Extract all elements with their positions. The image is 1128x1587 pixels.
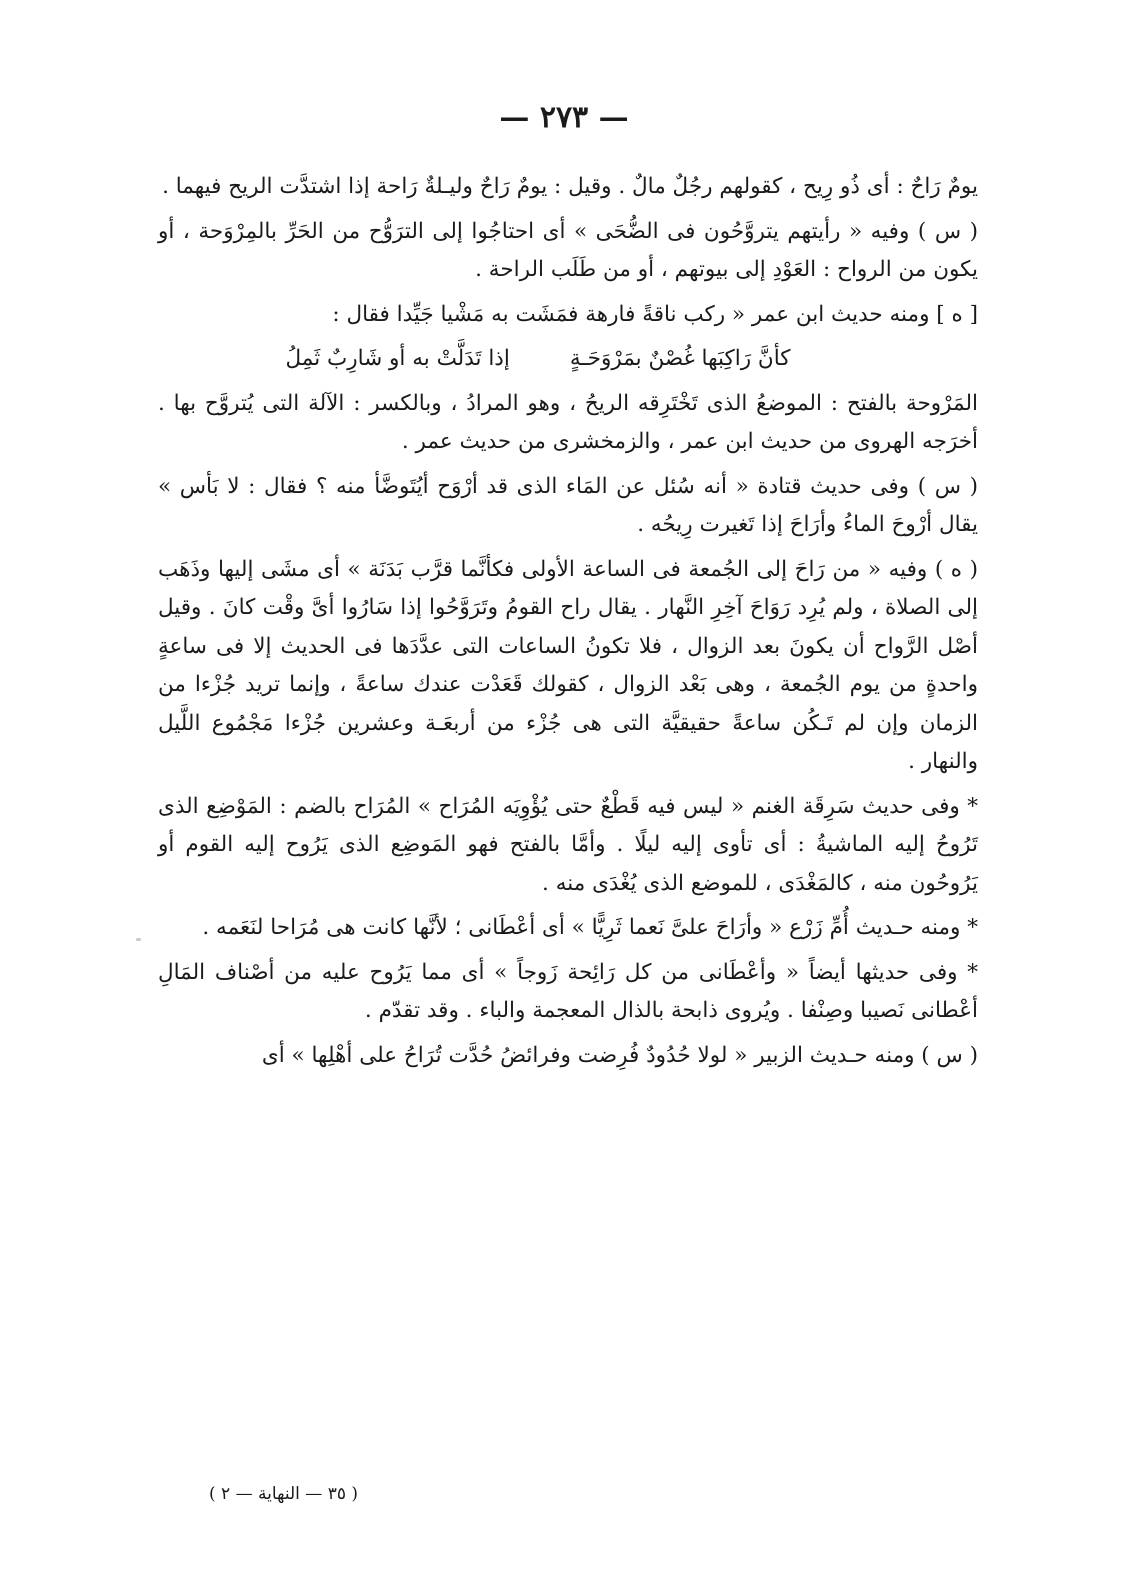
paragraph-zubayr: ( س ) ومنه حـديث الزبير « لولا حُدُودٌ فُرِضت وفرائضُ حُدَّت تُرَاحُ على أهْلِها » أى: [261, 1042, 978, 1068]
verse-first-hemistich: كأنَّ رَاكِبَها غُصْنٌ بمَرْوَحَـةٍ: [569, 346, 791, 371]
poetry-verse: [158, 340, 978, 379]
paragraph-yatarawwahun: ( س ) وفيه « رأيتهم يتروَّحُون فى الضُّحَى » أى احتاجُوا إلى الترَوُّح من الحَرِّ بالمِرْوَحة ، أو يكون من الرواح : العَوْدِ إلى بيوتهم ، أو من طَلَب الراحة .: [158, 218, 978, 282]
paragraph-ibn-umar: [ ه ] ومنه حديث ابن عمر « ركب ناقةً فارهة فمَشَت به مَشْيا جَيِّدا فقال :: [332, 301, 978, 327]
paragraph-murah: * وفى حديث سَرِقَة الغنم « ليس فيه قَطْعٌ حتى يُؤْوِيَه المُرَاح » المُرَاح بالضم : المَوْضِع الذى تَرُوحُ إليه الماشيةُ : أى تأوى إليه ليلًا . وأمَّا بالفتح فهو المَوضِع الذى يَرُوح إليه القوم أو يَرُوحُون منه ، كالمَغْدَى ، للموضع الذى يُغْدَى منه .: [158, 793, 978, 896]
scan-speck: [136, 938, 141, 941]
document-body: [158, 168, 978, 1081]
paragraph-raiha: * وفى حديثها أيضاً « وأعْطَانى من كل رَائِحة زَوجاً » أى مما يَرُوح عليه من أصْناف المَالِ أعْطانى نَصيبا وصِنْفا . ويُروى ذابحة بالذال المعجمة والباء . وقد تقدّم .: [158, 959, 978, 1023]
page-number: — ٢٧٣ —: [499, 100, 629, 135]
paragraph-yawm-rah: يومٌ رَاحٌ : أى ذُو رِيح ، كقولهم رجُلٌ مالٌ . وقيل : يومٌ رَاحٌ وليـلةٌ رَاحة إذا اشتدَّت الريح فيهما .: [162, 174, 978, 199]
paragraph-marwaha: المَرْوحة بالفتح : الموضعُ الذى تَخْتَرِقه الريحُ ، وهو المرادُ ، وبالكسر : الآلة التى يُتروَّح بها . أخرَجه الهروى من حديث ابن عمر ، والزمخشرى من حديث عمر .: [158, 390, 978, 454]
verse-second-hemistich: إذا تَدَلَّتْ به أو شَارِبٌ ثَمِلُ: [285, 346, 510, 371]
paragraph-jumua: ( ه ) وفيه « من رَاحَ إلى الجُمعة فى الساعة الأولى فكأنَّما قرَّب بَدَنَة » أى مشَى إليها وذَهَب إلى الصلاة ، ولم يُرِد رَوَاحَ آخِرِ النَّهار . يقال راح القومُ وتَرَوَّحُوا إذا سَارُوا أىَّ وقْت كانَ . وقيل أصْل الرَّواح أن يكونَ بعد الزوال ، فلا تكونُ الساعات التى عدَّدَها فى الحديث إلا فى ساعةٍ واحدةٍ من يوم الجُمعة ، وهى بَعْد الزوال ، كقولك قَعَدْت عندك ساعةً ، وإنما تريد جُزْءا من الزمان وإن لم تَـكُن ساعةً حقيقيَّة التى هى جُزْء من أربعَـة وعشرين جُزْءا مَجْمُوع اللَّيل والنهار .: [158, 556, 978, 774]
paragraph-umm-zar: * ومنه حـديث أُمِّ زَرْع « وأرَاحَ علىَّ نَعما ثَرِيًّا » أى أعْطَانى ؛ لأنَّها كانت هى مُرَاحا لنَعَمه .: [202, 915, 978, 940]
paragraph-qatada: ( س ) وفى حديث قتادة « أنه سُئل عن المَاء الذى قد أرْوَح أيُتَوضَّأ منه ؟ فقال : لا بَأس » يقال أرْوحَ الماءُ وأرَاحَ إذا تَغيرت رِيحُه .: [158, 473, 978, 537]
page-footer: ( ٣٥ — النهاية — ٢ ): [208, 1484, 358, 1504]
